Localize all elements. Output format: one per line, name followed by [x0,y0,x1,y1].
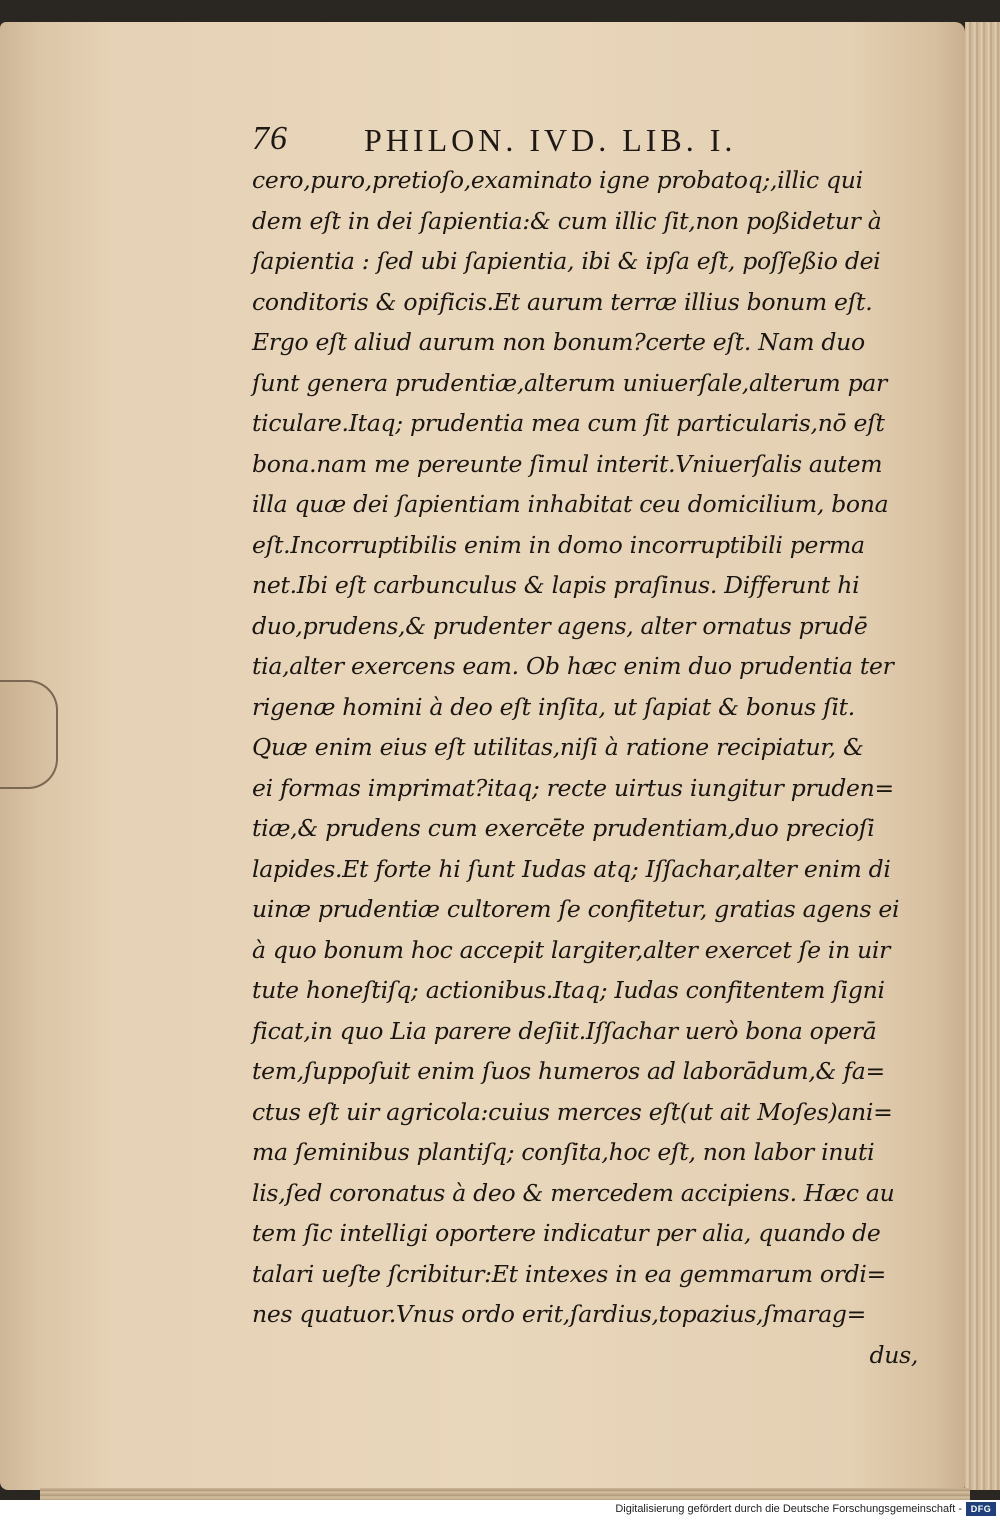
text-line: ticulare.Itaq; prudentia mea cum ſit particularis,nō eſt [252,409,885,437]
text-line: lis,ſed coronatus à deo & mercedem accipiens. Hæc au [252,1178,895,1207]
funding-credit: Digitalisierung gefördert durch die Deutsche Forschungsgemeinschaft - [615,1503,962,1515]
text-line: tute honeſtiſq; actionibus.Itaq; Iudas confitentem ſigni [252,976,885,1004]
text-line: à quo bonum hoc accepit largiter,alter exercet ſe in uir [252,935,891,964]
text-line: duo,prudens,& prudenter agens, alter ornatus prudē [252,611,868,640]
text-line: ſapientia : ſed ubi ſapientia, ibi & ipſa eſt, poſſeßio dei [252,247,881,275]
text-line: Ergo eſt aliud aurum non bonum?certe eſt. Nam duo [252,328,865,356]
body-text [252,160,922,1375]
text-line: uinæ prudentiæ cultorem ſe confitetur, gratias agens ei [252,895,900,923]
text-line: ei formas imprimat?itaq; recte uirtus iungitur pruden= [252,773,894,802]
text-line: tem ſic intelligi oportere indicatur per alia, quando de [252,1219,881,1247]
text-line: eſt.Incorruptibilis enim in domo incorruptibili perma [252,530,865,559]
text-line: illa quæ dei ſapientiam inhabitat ceu domicilium, bona [252,490,889,518]
text-line: tia,alter exercens eam. Ob hæc enim duo prudentia ter [252,652,894,680]
text-line: net.Ibi eſt carbunculus & lapis praſinus. Differunt hi [252,571,860,599]
text-line: rigenæ homini à deo eſt inſita, ut ſapiat & bonus ſit. [252,692,855,721]
text-line: lapides.Et forte hi ſunt Iudas atq; Iſſachar,alter enim di [252,854,891,883]
running-title: PHILON. IVD. LIB. I. [364,122,737,158]
page-edges-bottom [40,1488,970,1500]
page-header [252,118,852,162]
text-line: tiæ,& prudens cum exercēte prudentiam,duo precioſi [252,814,875,842]
text-line: tem,ſuppoſuit enim ſuos humeros ad laborādum,& fa= [252,1057,885,1085]
text-line: cero,puro,pretioſo,examinato igne probatoq;,illic qui [252,166,863,194]
digitization-footer [0,1500,1000,1520]
text-line: ma ſeminibus plantiſq; conſita,hoc eſt, non labor inuti [252,1138,875,1166]
page-number: 76 [252,120,288,157]
text-line: talari ueſte ſcribitur:Et intexes in ea gemmarum ordi= [252,1259,887,1288]
catchword: dus, [869,1340,918,1369]
text-line: conditoris & opificis.Et aurum terræ illius bonum eſt. [252,287,873,316]
text-line: ſunt genera prudentiæ,alterum uniuerſale,alterum par [252,368,887,397]
text-line: dem eſt in dei ſapientia:& cum illic ſit,non poßidetur à [252,206,882,235]
page-edges-right [965,22,1000,1490]
text-line: ctus eſt uir agricola:cuius merces eſt(ut ait Moſes)ani= [252,1097,893,1126]
text-line: ficat,in quo Lia parere deſiit.Iſſachar uerò bona operā [252,1016,877,1045]
text-line: Quæ enim eius eſt utilitas,niſi à ratione recipiatur, & [252,733,864,761]
dfg-logo: DFG [966,1502,996,1516]
text-line: nes quatuor.Vnus ordo erit,ſardius,topazius,ſmarag= [252,1300,867,1328]
text-line: bona.nam me pereunte ſimul interit.Vniuerſalis autem [252,449,883,478]
book-clasp [0,680,58,789]
